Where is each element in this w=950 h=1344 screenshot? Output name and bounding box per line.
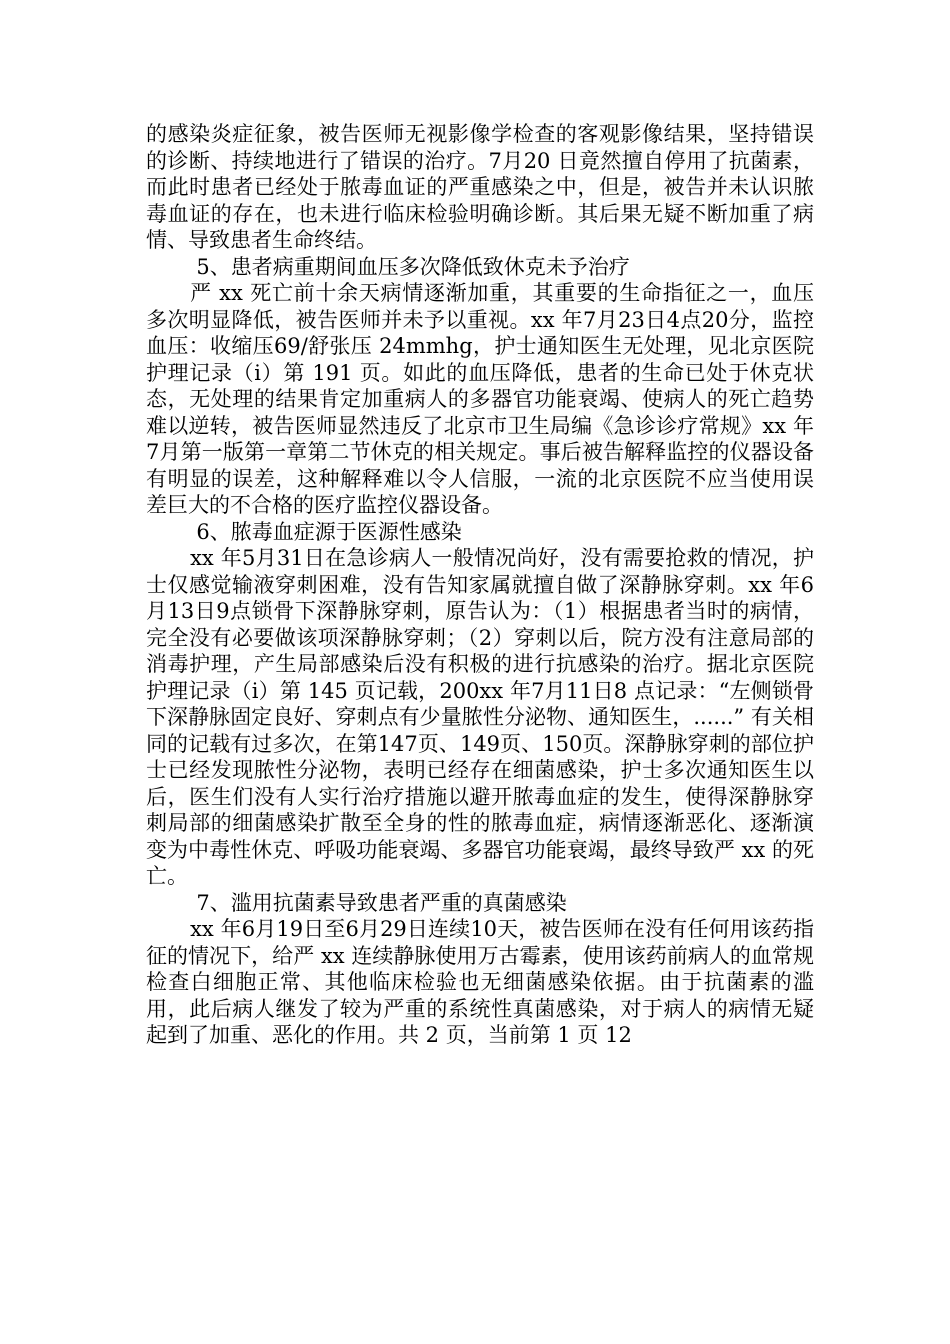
section-heading-7: 7、滥用抗菌素导致患者严重的真菌感染 bbox=[196, 890, 567, 915]
document-body bbox=[146, 121, 814, 1049]
section-heading-5: 5、患者病重期间血压多次降低致休克未予治疗 bbox=[196, 254, 630, 279]
section-heading-6: 6、脓毒血症源于医源性感染 bbox=[196, 519, 462, 544]
paragraph-continuation: 的感染炎症征象，被告医师无视影像学检查的客观影像结果，坚持错误的诊断、持续地进行了错误的治疗。7月20 日竟然擅自停用了抗菌素，而此时患者已经处于脓毒血证的严重感染之中，但是，被告并未认识脓毒血证的存在，也未进行临床检验明确诊断。其后果无疑不断加重了病情、导致患者生命终结。 bbox=[146, 122, 814, 252]
paragraph-section-6: xx 年5月31日在急诊病人一般情况尚好，没有需要抢救的情况，护士仅感觉输液穿刺困难，没有告知家属就擅自做了深静脉穿刺。xx 年6月13日9点锁骨下深静脉穿刺，原告认为：（1）根据患者当时的病情，完全没有必要做该项深静脉穿刺；（2）穿刺以后，院方没有注意局部的消毒护理，产生局部感染后没有积极的进行抗感染的治疗。据北京医院护理记录（ⅰ）第 145 页记载，200xx 年7月11日8 点记录：“左侧锁骨下深静脉固定良好、穿刺点有少量脓性分泌物、通知医生，......” 有关相同的记载有过多次，在第147页、149页、150页。深静脉穿刺的部位护士已经发现脓性分泌物，表明已经存在细菌感染，护士多次通知医生以后，医生们没有人实行治疗措施以避开脓毒血症的发生，使得深静脉穿刺局部的细菌感染扩散至全身的性的脓毒血症，病情逐渐恶化、逐渐演变为中毒性休克、呼吸功能衰竭、多器官功能衰竭，最终导致严 xx 的死亡。 bbox=[146, 546, 814, 888]
paragraph-section-5: 严 xx 死亡前十余天病情逐渐加重，其重要的生命指征之一，血压多次明显降低，被告医师并未予以重视。xx 年7月23日4点20分，监控血压：收缩压69/舒张压 24mmhg，护士通知医生无处理，见北京医院护理记录（ⅰ）第 191 页。如此的血压降低，患者的生命已处于休克状态，无处理的结果肯定加重病人的多器官功能衰竭、使病人的死亡趋势难以逆转，被告医师显然违反了北京市卫生局编《急诊诊疗常规》xx 年7月第一版第一章第二节休克的相关规定。事后被告解释监控的仪器设备有明显的误差，这种解释难以令人信服，一流的北京医院不应当使用误差巨大的不合格的医疗监控仪器设备。 bbox=[146, 281, 814, 517]
paragraph-section-7: xx 年6月19日至6月29日连续10天，被告医师在没有任何用该药指征的情况下，给严 xx 连续静脉使用万古霉素，使用该药前病人的血常规检查白细胞正常、其他临床检验也无细菌感染依据。由于抗菌素的滥用，此后病人继发了较为严重的系统性真菌感染，对于病人的病情无疑起到了加重、恶化的作用。共 2 页，当前第 1 页 12 bbox=[146, 917, 814, 1047]
